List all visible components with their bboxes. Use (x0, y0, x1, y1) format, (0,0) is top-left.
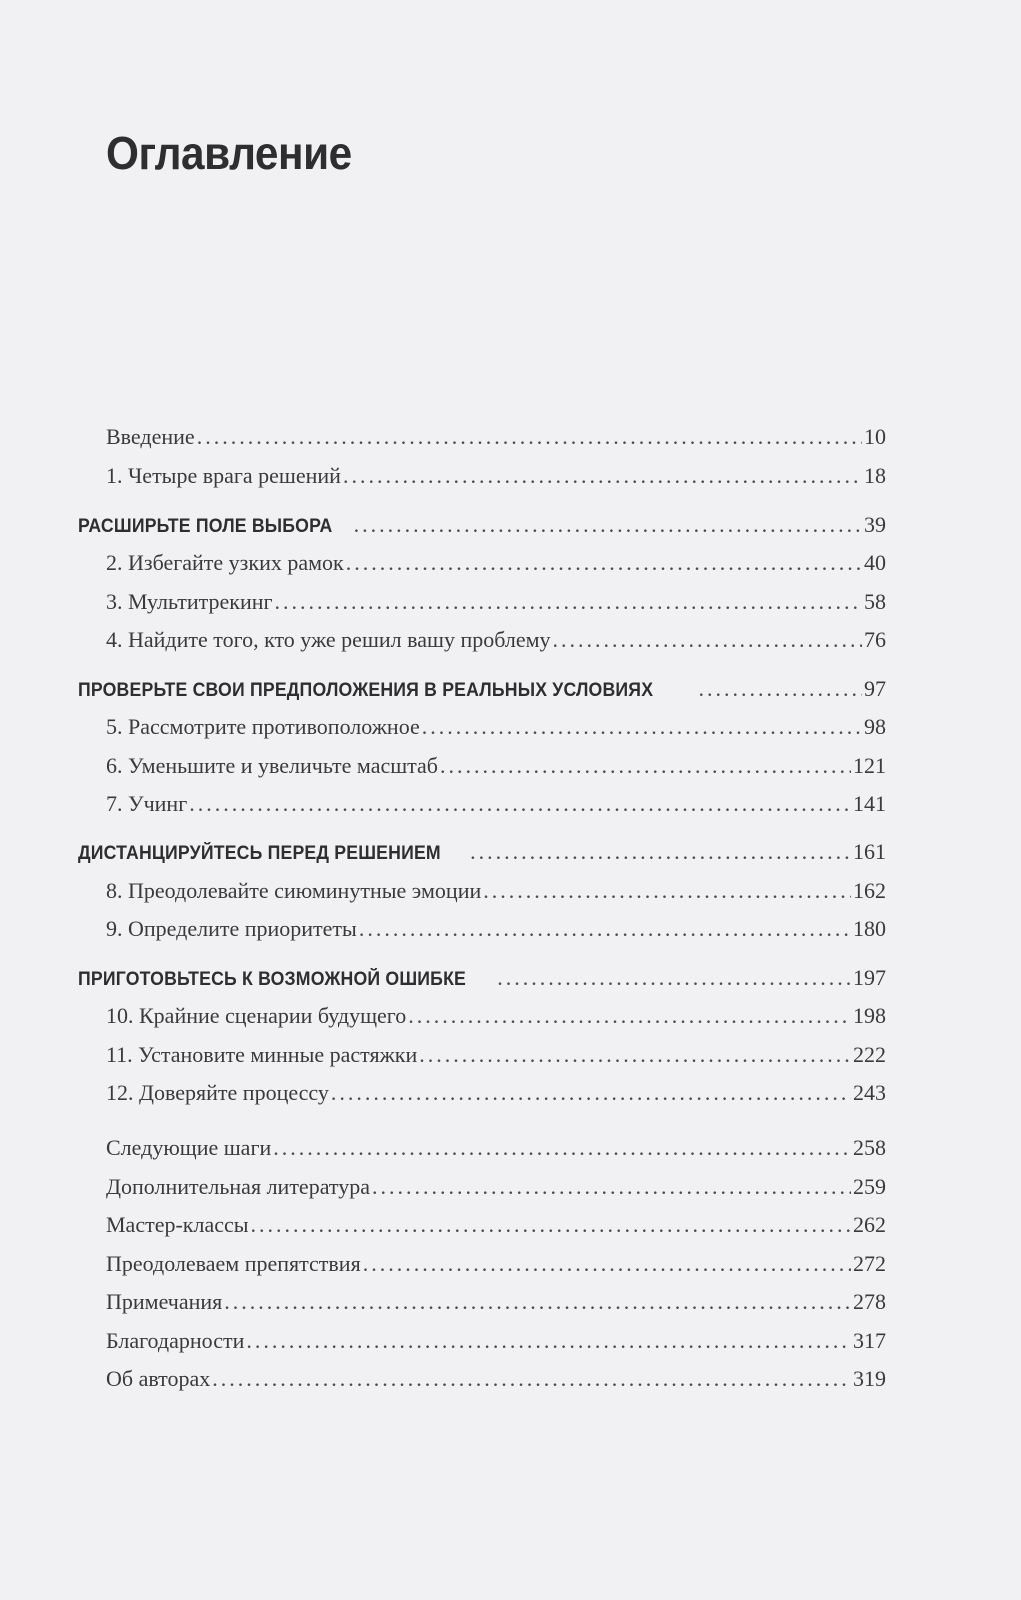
toc-section-label: ПРОВЕРЬТЕ СВОИ ПРЕДПОЛОЖЕНИЯ В РЕАЛЬНЫХ УСЛОВИЯХ (78, 680, 654, 701)
toc-entry-page: 317 (853, 1328, 886, 1353)
page-title: Оглавление (106, 127, 352, 179)
dot-leader (224, 1289, 851, 1315)
toc-section-page: 39 (864, 512, 886, 537)
toc-section-page: 197 (853, 965, 886, 990)
toc-entry (106, 1080, 886, 1112)
toc-entry (106, 550, 886, 582)
dot-leader (419, 1042, 851, 1068)
toc-entry (106, 1251, 886, 1283)
toc-entry (106, 878, 886, 910)
dot-leader (698, 676, 862, 702)
dot-leader (483, 878, 851, 904)
toc-entry-page: 272 (853, 1251, 886, 1276)
toc-entry-page: 262 (853, 1212, 886, 1237)
dot-leader (354, 512, 862, 538)
toc-section-heading (78, 965, 886, 997)
dot-leader (372, 1174, 851, 1200)
dot-leader (273, 1135, 851, 1161)
dot-leader (331, 1080, 851, 1106)
toc-section-label: РАСШИРЬТЕ ПОЛЕ ВЫБОРА (78, 516, 333, 537)
toc-entry-label: 9. Определите приоритеты (106, 916, 357, 941)
toc-section-heading (78, 512, 886, 544)
dot-leader (251, 1212, 851, 1238)
toc-entry-label: Следующие шаги (106, 1135, 272, 1160)
dot-leader (408, 1003, 851, 1029)
toc-entry-label: 6. Уменьшите и увеличьте масштаб (106, 753, 438, 778)
toc-entry-label: 2. Избегайте узких рамок (106, 550, 344, 575)
dot-leader (440, 753, 851, 779)
toc-entry-page: 259 (853, 1174, 886, 1199)
toc-section-page: 97 (864, 676, 886, 701)
toc-entry (106, 589, 886, 621)
toc-entry-label: 8. Преодолевайте сиюминутные эмоции (106, 878, 482, 903)
toc-entry-label: 12. Доверяйте процессу (106, 1080, 329, 1105)
toc-entry-page: 141 (853, 791, 886, 816)
toc-entry-label: 7. Учинг (106, 791, 188, 816)
toc-entry-page: 98 (864, 714, 886, 739)
toc-entry (106, 1042, 886, 1074)
toc-entry-label: Преодолеваем препятствия (106, 1251, 361, 1276)
toc-entry-page: 319 (853, 1366, 886, 1391)
toc-entry-page: 278 (853, 1289, 886, 1314)
toc-entry (106, 1289, 886, 1321)
toc-entry-page: 198 (853, 1003, 886, 1028)
dot-leader (343, 463, 862, 489)
toc-entry (106, 1366, 886, 1398)
toc-entry (106, 1174, 886, 1206)
toc-entry-page: 58 (864, 589, 886, 614)
toc-entry (106, 1003, 886, 1035)
toc-section-label: ПРИГОТОВЬТЕСЬ К ВОЗМОЖНОЙ ОШИБКЕ (78, 969, 467, 990)
toc-entry-label: 3. Мультитрекинг (106, 589, 273, 614)
toc-entry (106, 1328, 886, 1360)
dot-leader (212, 1366, 851, 1392)
dot-leader (553, 627, 862, 653)
toc-entry-page: 18 (864, 463, 886, 488)
toc-entry-page: 258 (853, 1135, 886, 1160)
toc-section-page: 161 (853, 839, 886, 864)
toc-entry-label: Мастер-классы (106, 1212, 249, 1237)
dot-leader (189, 791, 851, 817)
toc-entry-page: 10 (864, 424, 886, 449)
dot-leader (197, 424, 862, 450)
toc-entry-page: 40 (864, 550, 886, 575)
toc-entry-page: 121 (853, 753, 886, 778)
toc-entry-label: Дополнительная литература (106, 1174, 370, 1199)
toc-entry-label: Об авторах (106, 1366, 211, 1391)
toc-entry (106, 1135, 886, 1167)
toc-entry-label: 10. Крайние сценарии будущего (106, 1003, 407, 1028)
toc-entry (106, 916, 886, 948)
toc-entry (106, 424, 886, 456)
toc-entry-label: 4. Найдите того, кто уже решил вашу проблему (106, 627, 551, 652)
toc-entry (106, 463, 886, 495)
toc-section-heading (78, 676, 886, 708)
toc-entry-label: 11. Установите минные растяжки (106, 1042, 418, 1067)
dot-leader (470, 839, 851, 865)
dot-leader (246, 1328, 851, 1354)
toc-entry (106, 753, 886, 785)
toc-entry-label: Введение (106, 424, 195, 449)
toc-entry-page: 243 (853, 1080, 886, 1105)
dot-leader (346, 550, 862, 576)
toc-section-label: ДИСТАНЦИРУЙТЕСЬ ПЕРЕД РЕШЕНИЕМ (78, 843, 441, 864)
dot-leader (497, 965, 851, 991)
dot-leader (363, 1251, 851, 1277)
toc-entry-label: 1. Четыре врага решений (106, 463, 341, 488)
toc-entry (106, 714, 886, 746)
toc-entry (106, 627, 886, 659)
dot-leader (359, 916, 851, 942)
toc-entry (106, 1212, 886, 1244)
dot-leader (422, 714, 862, 740)
toc-entry-page: 162 (853, 878, 886, 903)
toc-entry (106, 791, 886, 823)
toc-entry-label: Примечания (106, 1289, 223, 1314)
toc-entry-page: 76 (864, 627, 886, 652)
toc-entry-label: 5. Рассмотрите противоположное (106, 714, 420, 739)
dot-leader (275, 589, 862, 615)
toc-entry-label: Благодарности (106, 1328, 245, 1353)
toc-entry-page: 222 (853, 1042, 886, 1067)
toc-entry-page: 180 (853, 916, 886, 941)
toc-section-heading (78, 839, 886, 871)
